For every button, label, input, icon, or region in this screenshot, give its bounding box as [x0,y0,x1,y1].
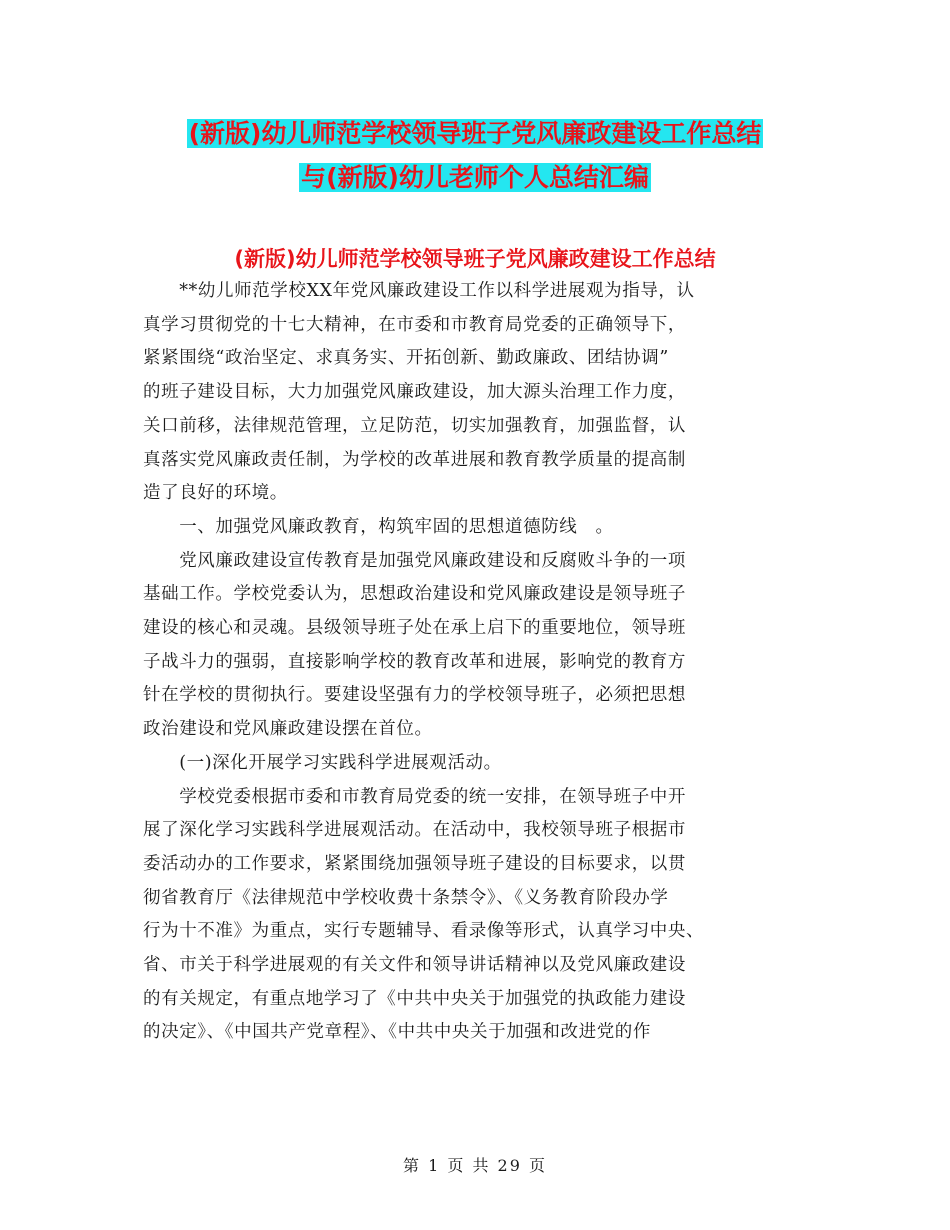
body-line: 省、市关于科学进展观的有关文件和领导讲话精神以及党风廉政建设 [143,955,686,976]
body-line: 建设的核心和灵魂。县级领导班子处在承上启下的重要地位，领导班 [143,618,686,639]
body-line: 委活动办的工作要求，紧紧围绕加强领导班子建设的目标要求，以贯 [143,853,686,874]
section-title: (新版)幼儿师范学校领导班子党风廉政建设工作总结 [234,247,716,271]
body-line: 彻省教育厅《法律规范中学校收费十条禁令》、《义务教育阶段办学 [143,887,669,908]
body-line: 造了良好的环境。 [143,483,288,504]
body-line: 关口前移，法律规范管理，立足防范，切实加强教育，加强监督，认 [143,415,686,436]
body-line: 政治建设和党风廉政建设摆在首位。 [143,719,433,740]
body-line: 党风廉政建设宣传教育是加强党风廉政建设和反腐败斗争的一项 [143,550,686,571]
body-line: 真落实党风廉政责任制，为学校的改革进展和教育教学质量的提高制 [143,449,686,470]
body-line: 的决定》、《中国共产党章程》、《中共中央关于加强和改进党的作 [143,1022,651,1043]
body-line: 学校党委根据市委和市教育局党委的统一安排，在领导班子中开 [143,786,686,807]
body-text [143,275,808,1050]
body-line: 的班子建设目标，大力加强党风廉政建设，加大源头治理工作力度， [143,382,686,403]
body-line: **幼儿师范学校XX年党风廉政建设工作以科学进展观为指导，认 [143,281,695,301]
body-line: 展了深化学习实践科学进展观活动。在活动中，我校领导班子根据市 [143,820,686,841]
document-title-line-1: (新版)幼儿师范学校领导班子党风廉政建设工作总结 [188,119,762,148]
body-line: 针在学校的贯彻执行。要建设坚强有力的学校领导班子，必须把思想 [143,685,686,706]
body-line: 真学习贯彻党的十七大精神，在市委和市教育局党委的正确领导下， [143,314,686,335]
page-number: 第 1 页 共 29 页 [403,1156,547,1175]
body-line: 子战斗力的强弱，直接影响学校的教育改革和进展，影响党的教育方 [143,651,686,672]
body-line: 行为十不准》为重点，实行专题辅导、看录像等形式，认真学习中央、 [143,921,705,942]
body-line: 基础工作。学校党委认为，思想政治建设和党风廉政建设是领导班子 [143,584,686,605]
body-line: 的有关规定，有重点地学习了《中共中央关于加强党的执政能力建设 [143,988,686,1009]
document-title-line-2: 与(新版)幼儿老师个人总结汇编 [301,163,649,192]
heading-line: 一、加强党风廉政教育，构筑牢固的思想道德防线 。 [143,516,614,537]
body-line: 紧紧围绕“政治坚定、求真务实、开拓创新、勤政廉政、团结协调” [143,348,669,369]
subheading-line: (一)深化开展学习实践科学进展观活动。 [143,752,502,773]
document-title [0,112,950,200]
